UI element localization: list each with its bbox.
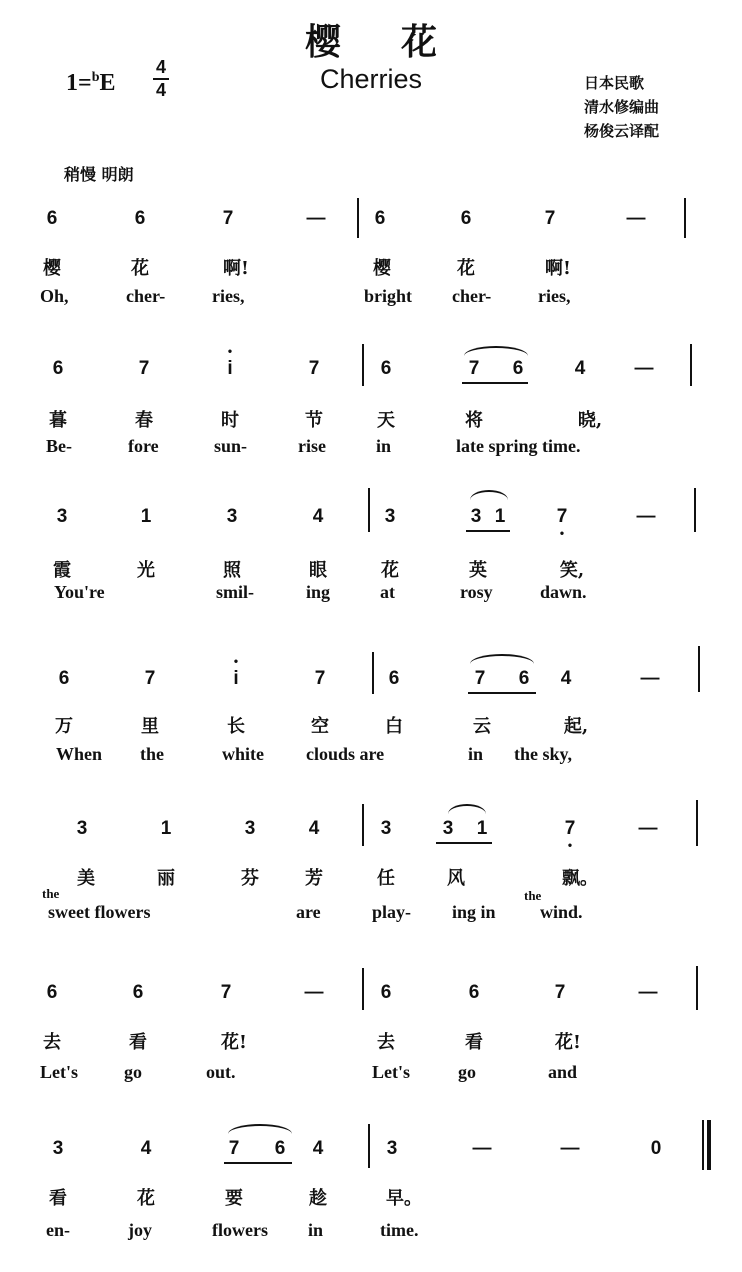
lyric-cn: 万 bbox=[55, 716, 73, 737]
note: 6 bbox=[388, 668, 400, 689]
lyric-cn: 花 bbox=[137, 1188, 155, 1209]
hold-dash: — bbox=[636, 506, 656, 527]
note: 7 bbox=[222, 208, 234, 229]
lyric-en: and bbox=[548, 1062, 578, 1082]
lyric-en: time. bbox=[380, 1220, 419, 1240]
note: 6 bbox=[58, 668, 70, 689]
lyric-cn: 芬 bbox=[241, 868, 259, 889]
lyric-cn: 暮 bbox=[49, 410, 67, 431]
time-top: 4 bbox=[155, 57, 166, 77]
note: 3 bbox=[76, 818, 88, 839]
slur bbox=[470, 654, 534, 664]
lyric-en: ries, bbox=[538, 286, 571, 306]
lyric-cn: 晓, bbox=[577, 410, 603, 431]
lyric-en: white bbox=[222, 744, 264, 764]
note: 6 bbox=[46, 208, 58, 229]
lyric-cn: 啊! bbox=[223, 258, 249, 279]
lyric-en: in bbox=[468, 744, 484, 764]
lyric-en: rosy bbox=[460, 582, 493, 602]
lyric-cn: 花! bbox=[555, 1032, 581, 1053]
lyric-cn: 看 bbox=[49, 1188, 67, 1209]
lyric-en: sweet flowers bbox=[48, 902, 151, 922]
time-signature bbox=[152, 58, 170, 100]
lyric-en: joy bbox=[128, 1220, 152, 1240]
tempo-marking: 稍慢 明朗 bbox=[64, 165, 134, 184]
lyric-en: go bbox=[124, 1062, 142, 1082]
note: 1 bbox=[476, 818, 488, 839]
time-bottom: 4 bbox=[155, 80, 166, 100]
lyric-en: cher- bbox=[452, 286, 492, 306]
hold-dash: — bbox=[640, 668, 660, 689]
lyric-cn: 风 bbox=[447, 868, 465, 889]
hold-dash: — bbox=[638, 982, 658, 1003]
lyric-en: ries, bbox=[212, 286, 245, 306]
lyric-en: wind. bbox=[540, 902, 583, 922]
note: 4 bbox=[574, 358, 586, 379]
lyric-en-small: the bbox=[42, 886, 60, 901]
note: 4 bbox=[560, 668, 572, 689]
lyric-cn: 节 bbox=[305, 410, 323, 431]
lyric-cn: 樱 bbox=[373, 258, 391, 279]
lyric-cn: 光 bbox=[137, 560, 155, 581]
lyric-cn: 趁 bbox=[309, 1188, 327, 1209]
lyric-cn: 花 bbox=[457, 258, 475, 279]
lyric-cn: 照 bbox=[223, 560, 241, 581]
final-barline-thin bbox=[702, 1120, 704, 1170]
lyric-en: Be- bbox=[46, 436, 72, 456]
slur bbox=[470, 490, 508, 500]
slur bbox=[448, 804, 486, 814]
note: 6 bbox=[374, 208, 386, 229]
hold-dash: — bbox=[626, 208, 646, 229]
lyric-en: Let's bbox=[40, 1062, 78, 1082]
note: 3 bbox=[384, 506, 396, 527]
lyric-en: ing bbox=[306, 582, 331, 602]
lyric-cn: 看 bbox=[465, 1032, 483, 1053]
title-english: Cherries bbox=[319, 64, 423, 94]
lyric-en: ing in bbox=[452, 902, 496, 922]
note: 6 bbox=[380, 358, 392, 379]
lyric-en: Let's bbox=[372, 1062, 410, 1082]
note: 4 bbox=[308, 818, 320, 839]
note: 7 bbox=[554, 982, 566, 1003]
note: 4 bbox=[312, 1138, 324, 1159]
note: 3 bbox=[386, 1138, 398, 1159]
note: 6 bbox=[132, 982, 144, 1003]
lyric-en: the sky, bbox=[514, 744, 573, 764]
lyric-en: go bbox=[458, 1062, 476, 1082]
lyric-cn: 花 bbox=[131, 258, 149, 279]
lyric-en: bright bbox=[364, 286, 413, 306]
hold-dash: — bbox=[306, 208, 326, 229]
title-chinese: 樱花 bbox=[304, 21, 497, 63]
note-low: 7 • bbox=[557, 506, 568, 528]
note: 1 bbox=[494, 506, 506, 527]
note: 3 bbox=[226, 506, 238, 527]
barline bbox=[368, 1124, 370, 1168]
lyric-cn: 樱 bbox=[43, 258, 61, 279]
barline bbox=[690, 344, 692, 386]
underline-beam bbox=[224, 1162, 292, 1164]
note: 7 bbox=[474, 668, 486, 689]
note: 1 bbox=[140, 506, 152, 527]
note: 7 bbox=[468, 358, 480, 379]
note: 3 bbox=[380, 818, 392, 839]
barline bbox=[372, 652, 374, 694]
note: 7 bbox=[138, 358, 150, 379]
lyric-cn: 白 bbox=[385, 716, 403, 737]
note: 7 bbox=[144, 668, 156, 689]
lyric-en: fore bbox=[128, 436, 159, 456]
lyric-en: late spring time. bbox=[456, 436, 581, 456]
underline-beam bbox=[462, 382, 528, 384]
lyric-cn: 去 bbox=[377, 1032, 395, 1053]
lyric-en: at bbox=[380, 582, 395, 602]
note: 6 bbox=[518, 668, 530, 689]
flat-sign: b bbox=[91, 70, 100, 85]
note: 3 bbox=[56, 506, 68, 527]
barline bbox=[362, 344, 364, 386]
credit-translator: 杨俊云译配 bbox=[584, 122, 660, 140]
note: 3 bbox=[470, 506, 482, 527]
lyric-cn: 英 bbox=[469, 560, 487, 581]
slur bbox=[228, 1124, 292, 1134]
lyric-cn: 将 bbox=[465, 410, 483, 431]
lyric-cn: 天 bbox=[377, 410, 395, 431]
note: 6 bbox=[52, 358, 64, 379]
underline-beam bbox=[466, 530, 510, 532]
lyric-cn: 要 bbox=[225, 1188, 243, 1209]
lyric-en: When bbox=[56, 744, 103, 764]
note: 1 bbox=[160, 818, 172, 839]
lyric-en: sun- bbox=[214, 436, 248, 456]
lyric-cn: 丽 bbox=[157, 868, 175, 889]
note: 7 bbox=[544, 208, 556, 229]
note: 6 bbox=[46, 982, 58, 1003]
key-note: E bbox=[99, 70, 116, 96]
barline bbox=[696, 966, 698, 1010]
barline bbox=[698, 646, 700, 692]
lyric-cn: 飘。 bbox=[562, 868, 598, 889]
lyric-cn: 笑, bbox=[559, 560, 585, 581]
lyric-en: en- bbox=[46, 1220, 70, 1240]
barline bbox=[694, 488, 696, 532]
note: 6 bbox=[134, 208, 146, 229]
underline-beam bbox=[468, 692, 536, 694]
lyric-cn: 去 bbox=[43, 1032, 61, 1053]
note: 6 bbox=[468, 982, 480, 1003]
lyric-en: cher- bbox=[126, 286, 166, 306]
barline bbox=[696, 800, 698, 846]
lyric-cn: 花 bbox=[381, 560, 399, 581]
note: 6 bbox=[274, 1138, 286, 1159]
lyric-en: dawn. bbox=[540, 582, 587, 602]
lyric-cn: 眼 bbox=[309, 560, 327, 581]
lyric-en: smil- bbox=[216, 582, 254, 602]
note: 6 bbox=[380, 982, 392, 1003]
barline bbox=[362, 968, 364, 1010]
lyric-en: Oh, bbox=[40, 286, 69, 306]
key-prefix: 1= bbox=[66, 70, 92, 96]
lyric-cn: 早。 bbox=[386, 1188, 422, 1209]
lyric-cn: 春 bbox=[135, 410, 153, 431]
lyric-cn: 长 bbox=[227, 716, 245, 737]
lyric-en: You're bbox=[54, 582, 105, 602]
lyric-en-small: the bbox=[524, 888, 542, 903]
note: 6 bbox=[512, 358, 524, 379]
lyric-cn: 看 bbox=[129, 1032, 147, 1053]
note: 4 bbox=[312, 506, 324, 527]
lyric-cn: 任 bbox=[377, 868, 395, 889]
lyric-cn: 啊! bbox=[545, 258, 571, 279]
note: 3 bbox=[442, 818, 454, 839]
credit-arranger: 清水修编曲 bbox=[584, 98, 660, 116]
lyric-cn: 空 bbox=[311, 716, 329, 737]
hold-dash: — bbox=[304, 982, 324, 1003]
lyric-en: are bbox=[296, 902, 321, 922]
key-signature bbox=[66, 70, 116, 97]
hold-dash: — bbox=[638, 818, 658, 839]
lyric-cn: 云 bbox=[473, 716, 491, 737]
barline bbox=[357, 198, 359, 238]
note: 7 bbox=[220, 982, 232, 1003]
lyric-en: out. bbox=[206, 1062, 236, 1082]
barline bbox=[362, 804, 364, 846]
slur bbox=[464, 346, 528, 356]
hold-dash: — bbox=[560, 1138, 580, 1159]
note: 3 bbox=[52, 1138, 64, 1159]
lyric-cn: 霞 bbox=[53, 560, 71, 581]
lyric-cn: 里 bbox=[141, 716, 159, 737]
lyric-cn: 芳 bbox=[305, 868, 323, 889]
lyric-en: clouds are bbox=[306, 744, 385, 764]
note: 7 bbox=[228, 1138, 240, 1159]
lyric-en: flowers bbox=[212, 1220, 268, 1240]
lyric-en: play- bbox=[372, 902, 412, 922]
lyric-en: in bbox=[376, 436, 392, 456]
note: 7 bbox=[308, 358, 320, 379]
lyric-en: the bbox=[140, 744, 164, 764]
note-high: • i bbox=[227, 358, 232, 380]
lyric-cn: 起, bbox=[563, 716, 589, 737]
lyric-en: rise bbox=[298, 436, 326, 456]
note-high: • i bbox=[233, 668, 238, 690]
note: 4 bbox=[140, 1138, 152, 1159]
note: 6 bbox=[460, 208, 472, 229]
note: 7 bbox=[314, 668, 326, 689]
underline-beam bbox=[436, 842, 492, 844]
barline bbox=[684, 198, 686, 238]
note-rest: 0 bbox=[650, 1138, 662, 1159]
hold-dash: — bbox=[634, 358, 654, 379]
lyric-cn: 美 bbox=[77, 868, 95, 889]
lyric-cn: 时 bbox=[221, 410, 239, 431]
note: 3 bbox=[244, 818, 256, 839]
final-barline-thick bbox=[707, 1120, 711, 1170]
hold-dash: — bbox=[472, 1138, 492, 1159]
barline bbox=[368, 488, 370, 532]
credit-origin: 日本民歌 bbox=[584, 74, 645, 92]
lyric-en: in bbox=[308, 1220, 324, 1240]
note-low: 7 • bbox=[565, 818, 576, 840]
lyric-cn: 花! bbox=[221, 1032, 247, 1053]
